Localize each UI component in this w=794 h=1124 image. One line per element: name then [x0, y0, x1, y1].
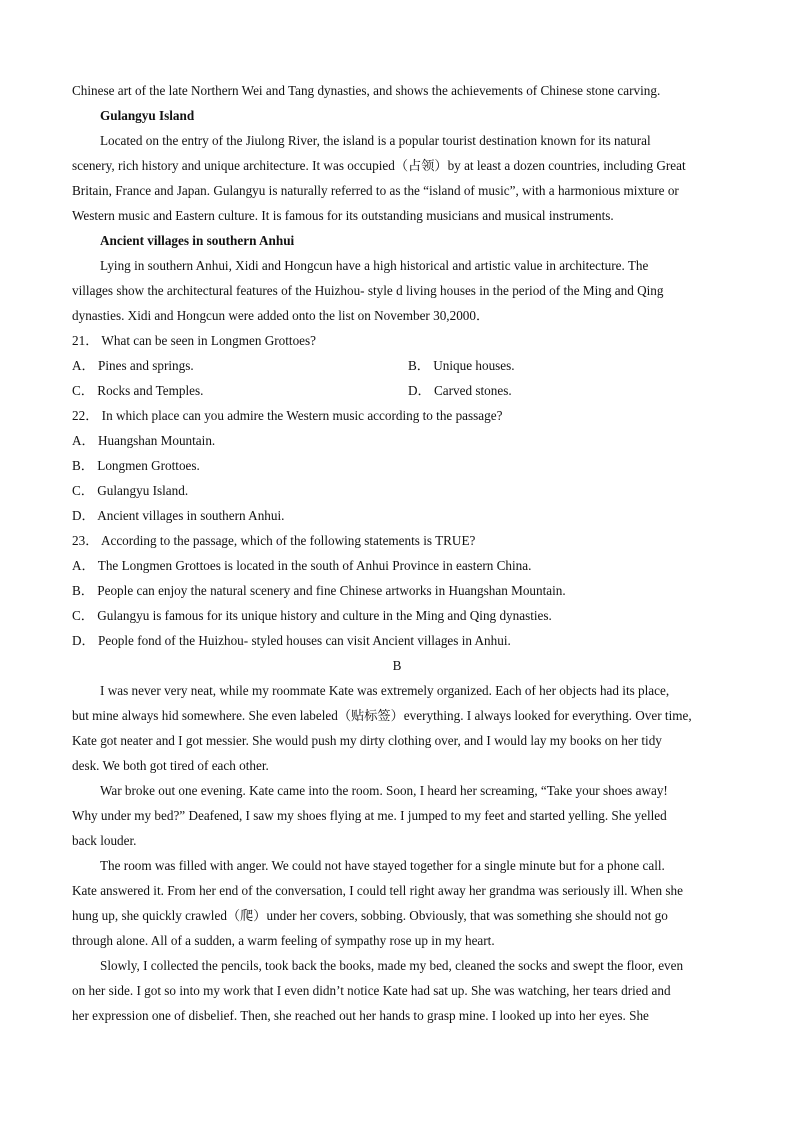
passage-b-line: back louder.	[72, 833, 137, 848]
q21-option-a: A． Pines and springs.	[72, 358, 194, 373]
passage-b-line: I was never very neat, while my roommate Kate was extremely organized. Each of her objects had its place,	[100, 683, 670, 698]
section-b-title: B	[392, 658, 402, 673]
q21-option-c: C． Rocks and Temples.	[72, 383, 204, 398]
q22-option-b: B． Longmen Grottoes.	[72, 458, 200, 473]
gulangyu-line: Britain, France and Japan. Gulangyu is naturally referred to as the “island of music”, with a harmonious mixture or	[72, 183, 679, 198]
q23-option-d: D． People fond of the Huizhou- styled houses can visit Ancient villages in Anhui.	[72, 633, 511, 648]
q21-option-d: D． Carved stones.	[408, 383, 512, 398]
gulangyu-line: scenery, rich history and unique architecture. It was occupied（占领）by at least a dozen countries, including Great	[72, 158, 686, 173]
passage-b-line: Kate answered it. From her end of the conversation, I could tell right away her grandma was seriously ill. When she	[72, 883, 683, 898]
anhui-heading: Ancient villages in southern Anhui	[100, 233, 295, 248]
passage-b-line: Slowly, I collected the pencils, took back the books, made my bed, cleaned the socks and swept the floor, even	[100, 958, 684, 973]
passage-b-line: through alone. All of a sudden, a warm feeling of sympathy rose up in my heart.	[72, 933, 495, 948]
passage-b-line: The room was filled with anger. We could not have stayed together for a single minute but for a phone call.	[100, 858, 665, 873]
q23-option-c: C． Gulangyu is famous for its unique history and culture in the Ming and Qing dynasties.	[72, 608, 552, 623]
passage-b-line: Why under my bed?” Deafened, I saw my shoes flying at me. I jumped to my feet and started yelling. She yelled	[72, 808, 667, 823]
anhui-line: Lying in southern Anhui, Xidi and Hongcun have a high historical and artistic value in architecture. The	[100, 258, 649, 273]
gulangyu-line: Located on the entry of the Jiulong River, the island is a popular tourist destination known for its natural	[100, 133, 651, 148]
q22-stem: 22． In which place can you admire the Western music according to the passage?	[72, 408, 503, 423]
passage-b-line: War broke out one evening. Kate came into the room. Soon, I heard her screaming, “Take your shoes away!	[100, 783, 668, 798]
anhui-line: villages show the architectural features of the Huizhou- style d living houses in the period of the Ming and Qing	[72, 283, 664, 298]
anhui-line: dynasties. Xidi and Hongcun were added onto the list on November 30,2000．	[72, 308, 490, 323]
gulangyu-line: Western music and Eastern culture. It is famous for its outstanding musicians and musical instruments.	[72, 208, 614, 223]
q23-option-a: A． The Longmen Grottoes is located in the south of Anhui Province in eastern China.	[72, 558, 532, 573]
passage-b-line: on her side. I got so into my work that I even didn’t notice Kate had sat up. She was watching, her tears dried and	[72, 983, 671, 998]
q22-option-a: A． Huangshan Mountain.	[72, 433, 216, 448]
q23-option-b: B． People can enjoy the natural scenery and fine Chinese artworks in Huangshan Mountain.	[72, 583, 566, 598]
q22-option-d: D． Ancient villages in southern Anhui.	[72, 508, 285, 523]
q21-option-b: B． Unique houses.	[408, 358, 515, 373]
passage-b-line: Kate got neater and I got messier. She would push my dirty clothing over, and I would lay my books on her tidy	[72, 733, 662, 748]
passage-b-line: desk. We both got tired of each other.	[72, 758, 269, 773]
q21-stem: 21． What can be seen in Longmen Grottoes?	[72, 333, 317, 348]
gulangyu-heading: Gulangyu Island	[100, 108, 195, 123]
q23-stem: 23． According to the passage, which of the following statements is TRUE?	[72, 533, 476, 548]
q22-option-c: C． Gulangyu Island.	[72, 483, 189, 498]
intro-line: Chinese art of the late Northern Wei and Tang dynasties, and shows the achievements of Chinese stone carving.	[72, 83, 661, 98]
passage-b-line: her expression one of disbelief. Then, she reached out her hands to grasp mine. I looked up into her eyes. She	[72, 1008, 649, 1023]
passage-b-line: but mine always hid somewhere. She even labeled（贴标签）everything. I always looked for everything. Over time,	[72, 708, 692, 723]
passage-b-line: hung up, she quickly crawled（爬）under her covers, sobbing. Obviously, that was something she should not go	[72, 908, 668, 923]
